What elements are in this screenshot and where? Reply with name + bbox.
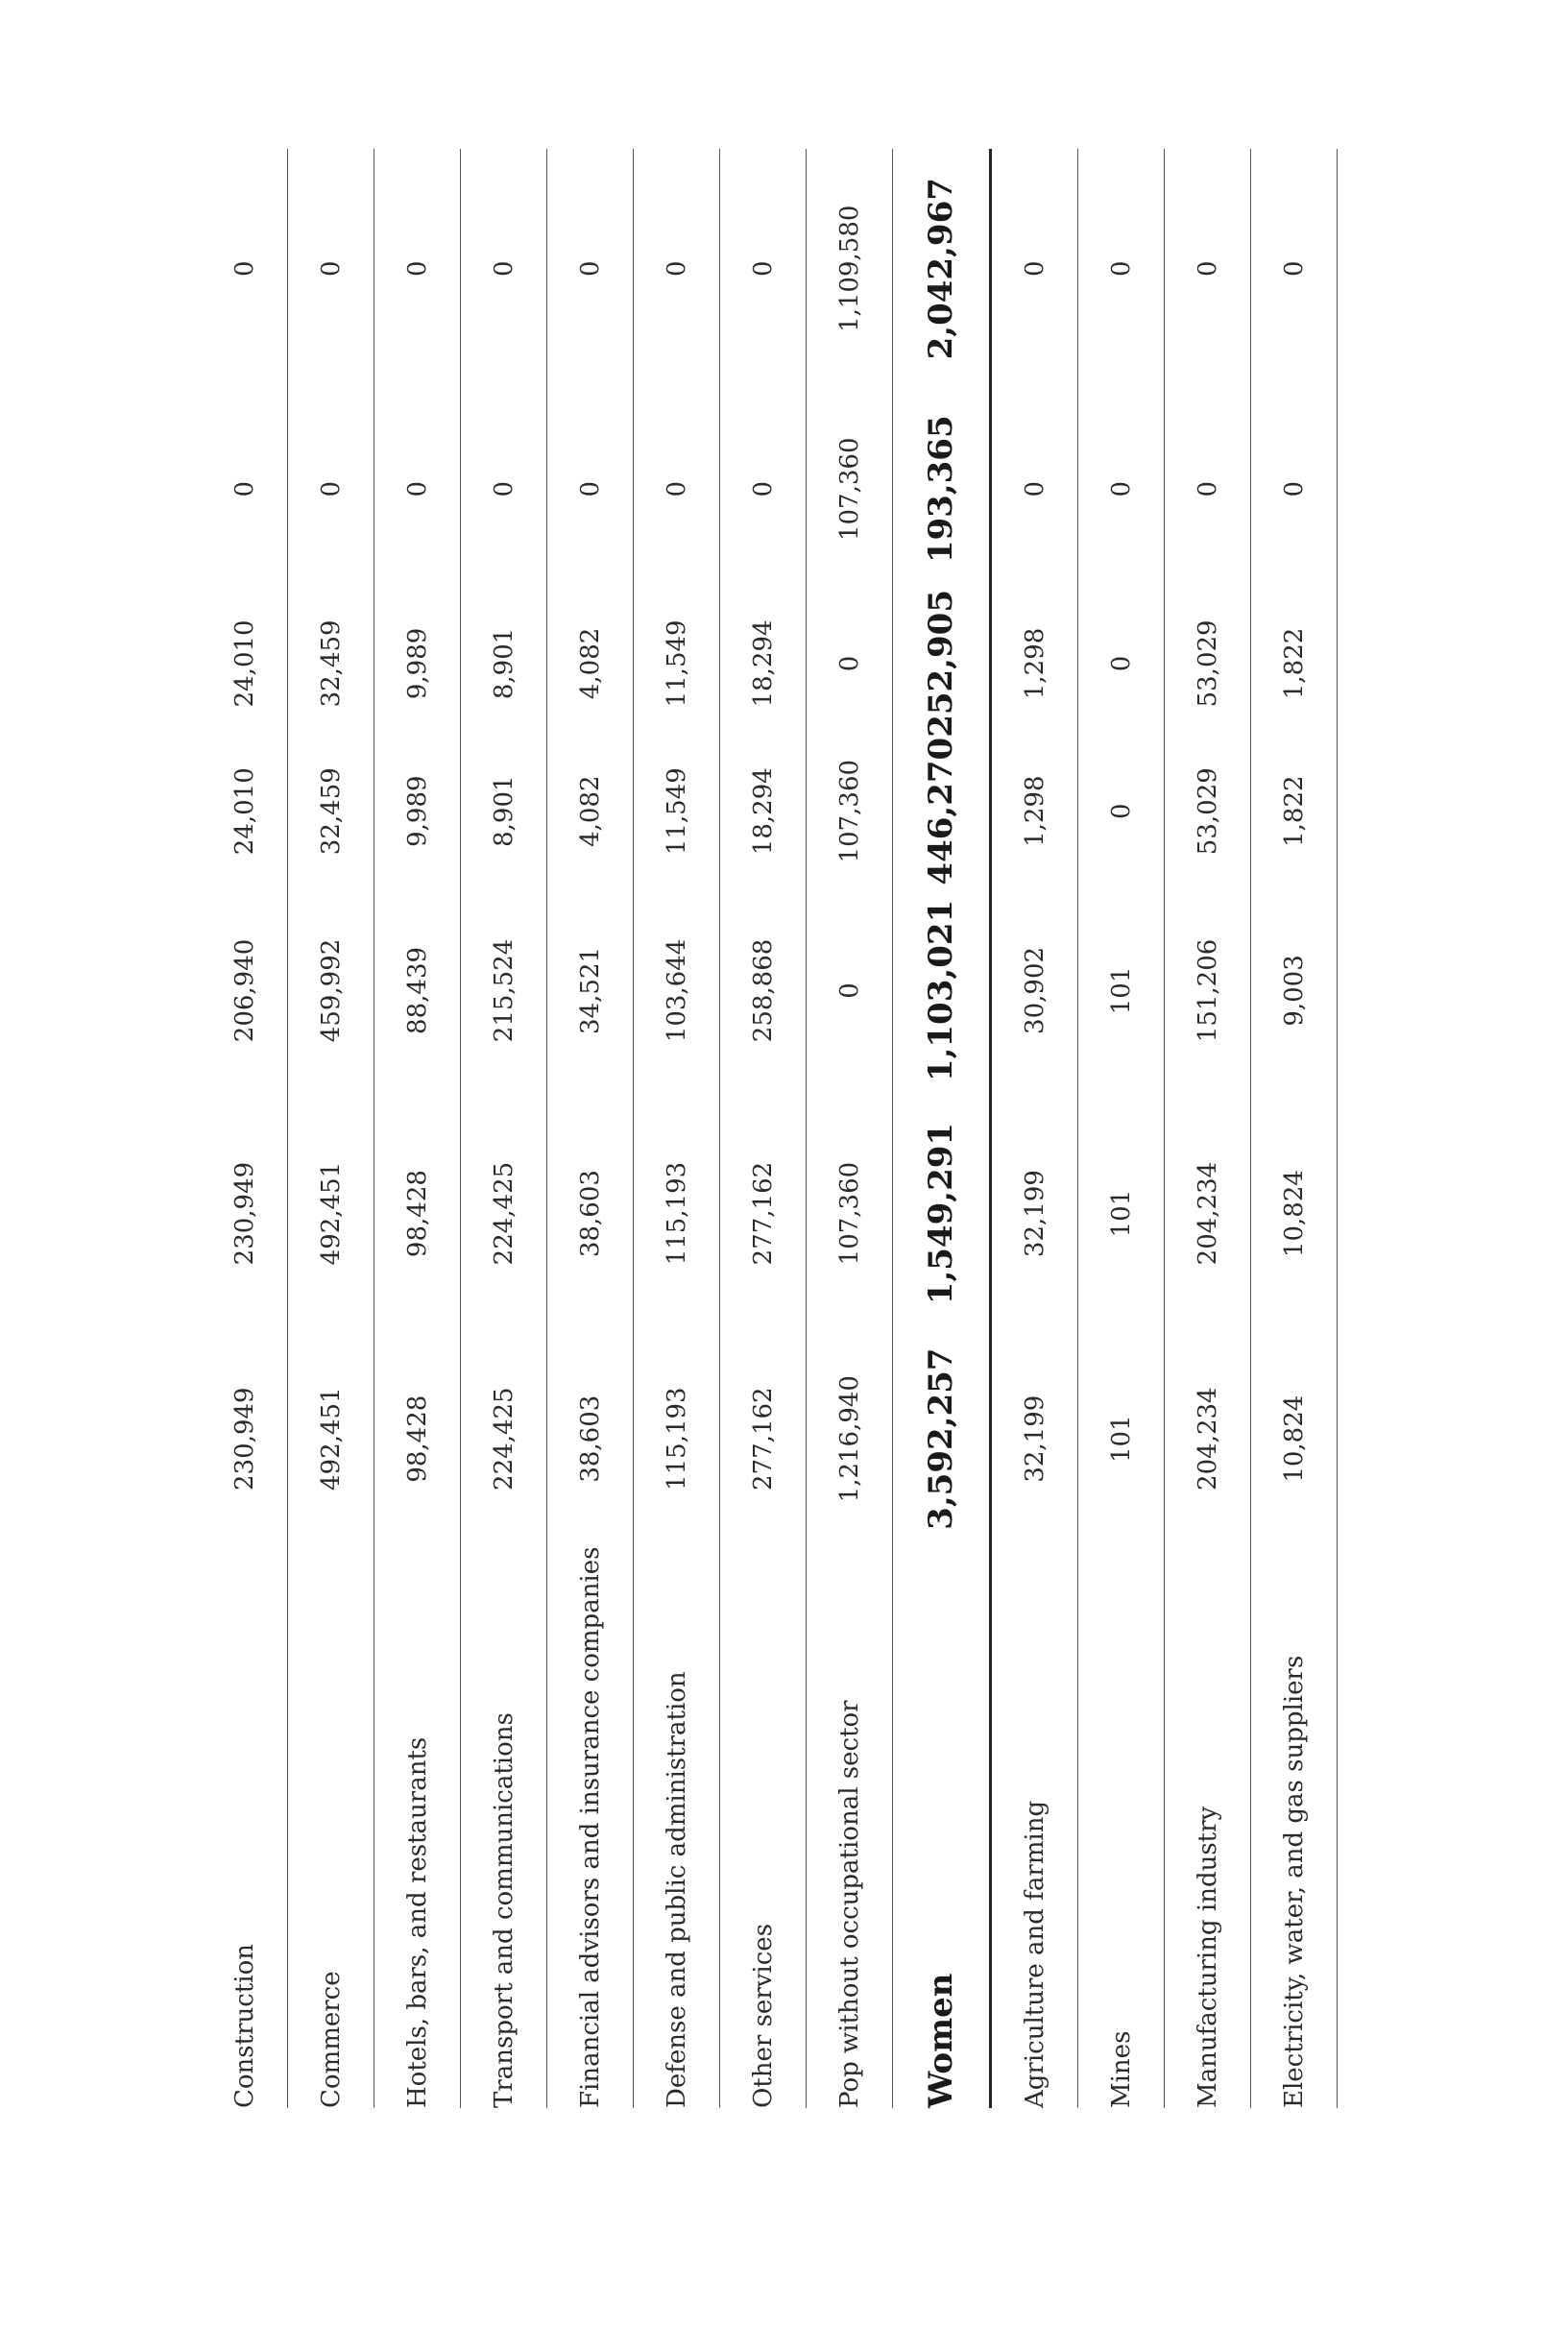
table-cell: 32,199 — [991, 1096, 1078, 1331]
table-cell: 1,109,580 — [807, 149, 893, 389]
table-cell: 1,298 — [991, 590, 1078, 738]
table-cell: 0 — [202, 389, 288, 591]
row-label: Pop without occupational sector — [807, 1547, 893, 2108]
table-cell: 1,822 — [1251, 590, 1338, 738]
table-cell: 215,524 — [461, 885, 547, 1097]
table-cell: 11,549 — [634, 738, 720, 885]
table-row — [202, 149, 288, 2108]
table-cell: 0 — [720, 389, 807, 591]
table-cell: 9,989 — [374, 738, 461, 885]
table-cell: 0 — [1251, 149, 1338, 389]
row-label: Defense and public administration — [634, 1547, 720, 2108]
table-cell: 230,949 — [202, 1096, 288, 1331]
table-cell: 0 — [991, 149, 1078, 389]
table-cell: 3,592,257 — [893, 1331, 991, 1547]
table-row — [720, 149, 807, 2108]
table-cell: 1,822 — [1251, 738, 1338, 885]
table-row — [547, 149, 634, 2108]
table-cell: 0 — [547, 389, 634, 591]
table-cell: 115,193 — [634, 1331, 720, 1547]
table-cell: 258,868 — [720, 885, 807, 1097]
table-row — [807, 149, 893, 2108]
row-label: Other services — [720, 1547, 807, 2108]
table-cell: 103,644 — [634, 885, 720, 1097]
table-cell: 34,521 — [547, 885, 634, 1097]
table-cell: 492,451 — [288, 1331, 374, 1547]
row-label: Manufacturing industry — [1165, 1547, 1251, 2108]
table-cell: 10,824 — [1251, 1096, 1338, 1331]
table-cell: 101 — [1078, 1331, 1165, 1547]
row-label: Agriculture and farming — [991, 1547, 1078, 2108]
row-label: Financial advisors and insurance companies — [547, 1547, 634, 2108]
table-cell: 107,360 — [807, 389, 893, 591]
table-cell: 4,082 — [547, 738, 634, 885]
table-cell: 277,162 — [720, 1096, 807, 1331]
table-cell: 0 — [461, 149, 547, 389]
table-cell: 446,270 — [893, 738, 991, 885]
row-label: Transport and communications — [461, 1547, 547, 2108]
table-cell: 8,901 — [461, 738, 547, 885]
table-cell: 0 — [1078, 149, 1165, 389]
table-cell: 98,428 — [374, 1096, 461, 1331]
table-cell: 224,425 — [461, 1096, 547, 1331]
table-cell: 0 — [1165, 389, 1251, 591]
table-cell: 4,082 — [547, 590, 634, 738]
table-cell: 0 — [634, 149, 720, 389]
table-cell: 98,428 — [374, 1331, 461, 1547]
table-cell: 1,103,021 — [893, 885, 991, 1097]
table-row — [461, 149, 547, 2108]
table-cell: 30,902 — [991, 885, 1078, 1097]
table-cell: 0 — [547, 149, 634, 389]
table-cell: 0 — [374, 149, 461, 389]
table-cell: 492,451 — [288, 1096, 374, 1331]
table-cell: 38,603 — [547, 1096, 634, 1331]
table-cell: 193,365 — [893, 389, 991, 591]
table-cell: 0 — [202, 149, 288, 389]
table-cell: 32,459 — [288, 738, 374, 885]
table-cell: 0 — [991, 389, 1078, 591]
table-row — [991, 149, 1078, 2108]
table-cell: 0 — [288, 389, 374, 591]
table-cell: 0 — [1078, 389, 1165, 591]
table-cell: 0 — [1165, 149, 1251, 389]
table-cell: 204,234 — [1165, 1331, 1251, 1547]
table-cell: 32,199 — [991, 1331, 1078, 1547]
table-cell: 459,992 — [288, 885, 374, 1097]
table-cell: 32,459 — [288, 590, 374, 738]
row-label: Electricity, water, and gas suppliers — [1251, 1547, 1338, 2108]
table-row — [1078, 149, 1165, 2108]
data-table — [202, 149, 1338, 2108]
table-cell: 0 — [720, 149, 807, 389]
table-cell: 10,824 — [1251, 1331, 1338, 1547]
table-cell: 277,162 — [720, 1331, 807, 1547]
table-cell: 2,042,967 — [893, 149, 991, 389]
table-cell: 0 — [1078, 738, 1165, 885]
table-cell: 88,439 — [374, 885, 461, 1097]
table-cell: 204,234 — [1165, 1096, 1251, 1331]
table-cell: 0 — [807, 590, 893, 738]
table-row — [288, 149, 374, 2108]
table-row — [1165, 149, 1251, 2108]
row-label: Construction — [202, 1547, 288, 2108]
table-cell: 107,360 — [807, 1096, 893, 1331]
table-cell: 38,603 — [547, 1331, 634, 1547]
table-cell: 1,298 — [991, 738, 1078, 885]
table-cell: 206,940 — [202, 885, 288, 1097]
table-cell: 0 — [634, 389, 720, 591]
table-row — [1251, 149, 1338, 2108]
table-cell: 18,294 — [720, 590, 807, 738]
table-cell: 1,216,940 — [807, 1331, 893, 1547]
table-cell: 9,003 — [1251, 885, 1338, 1097]
rotated-table-page — [202, 149, 1354, 2108]
table-cell: 0 — [1078, 590, 1165, 738]
table-cell: 151,206 — [1165, 885, 1251, 1097]
row-label: Commerce — [288, 1547, 374, 2108]
row-label: Hotels, bars, and restaurants — [374, 1547, 461, 2108]
table-cell: 0 — [807, 885, 893, 1097]
row-label-women: Women — [893, 1547, 991, 2108]
table-row — [634, 149, 720, 2108]
table-cell: 53,029 — [1165, 590, 1251, 738]
table-cell: 8,901 — [461, 590, 547, 738]
table-cell: 24,010 — [202, 590, 288, 738]
table-cell: 0 — [374, 389, 461, 591]
table-cell: 101 — [1078, 885, 1165, 1097]
table-cell: 9,989 — [374, 590, 461, 738]
table-cell: 0 — [1251, 389, 1338, 591]
table-cell: 1,549,291 — [893, 1096, 991, 1331]
table-cell: 115,193 — [634, 1096, 720, 1331]
table-cell: 53,029 — [1165, 738, 1251, 885]
women-total-row — [893, 149, 991, 2108]
table-cell: 224,425 — [461, 1331, 547, 1547]
table-cell: 11,549 — [634, 590, 720, 738]
table-cell: 107,360 — [807, 738, 893, 885]
table-cell: 24,010 — [202, 738, 288, 885]
table-cell: 230,949 — [202, 1331, 288, 1547]
table-row — [374, 149, 461, 2108]
table-cell: 0 — [288, 149, 374, 389]
table-cell: 18,294 — [720, 738, 807, 885]
row-label: Mines — [1078, 1547, 1165, 2108]
table-cell: 252,905 — [893, 590, 991, 738]
table-cell: 101 — [1078, 1096, 1165, 1331]
table-cell: 0 — [461, 389, 547, 591]
